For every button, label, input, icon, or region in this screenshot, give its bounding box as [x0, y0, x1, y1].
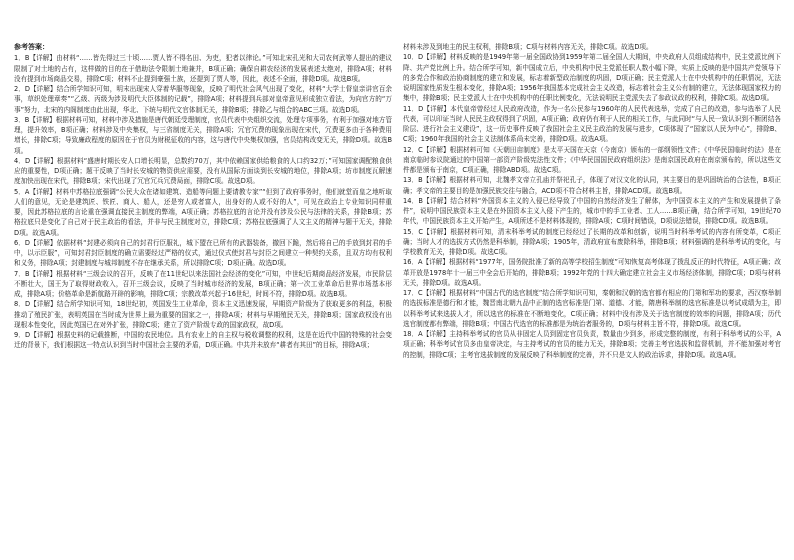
- answer-item-14: 14．B【详解】结合材料“外国资本主义的入侵已经导致了中国的自然经济发生了解体，为中国资本主义的产生和发展提供了条件”，说明中国民族资本主义是在外国资本主义入侵下产生的，城市中的手工业者、工人……B项正确，结合所学可知，19世纪70年代，中国民族资本主义开始产生，A项所述不是材料体现的，排除A项；C项时间错误，D项说法错误，排除CD项。故选B项。: [403, 196, 781, 226]
- answer-item-1: 1．B【详解】由材料“……皆先得过三十顷……贾人皆不得名田、为吏，犯者以律论。”可知北宋孔光和大司农何武等人提出的建议限制了对土地的占有，这样做的目的在于借助法令限制土地兼并，B项正确；确保自耕农经济的发展表述太绝对，排除A项；材料没有提到市场商品交易，排除C项；材料不止提到豪强土族，还提到了贾人等，因此，表述不全面，排除D项。故选B项。: [14, 54, 392, 83]
- answer-item-12: 12．C【详解】根据材料可知《天朝田亩制度》是太平天国在天京（今南京）颁布的一部纲领性文件；《中华民国临时约法》是在南京临时参议院通过的中国第一部资产阶级宪法性文件；《中华民国国民政府组织法》是南京国民政府在南京颁布的，所以这些文件都是颁布于南京，C项正确，排除ABD项。故选C项。: [403, 145, 781, 174]
- left-column: [14, 42, 392, 554]
- answer-item-9: 9．D【详解】根据史料的记载推断，中国的农民地位。具有农业上的自主权与税收调整的权利，这是在近代中国的特殊的社会变迁的背景下，我们根据这一特点认识到当时中国社会主要的矛盾，D项正确。中共并未放弃“耕者有其田”的目标，排除A项；: [14, 331, 392, 350]
- answer-item-2: 2．D【详解】结合所学知识可知，明末出现宋人穿着华服等现象，反映了明代社会风气出现了变化，材料“大学士督皇亲讲官百余事，草织处理章奏”“乙级、丙级为涉及明代大臣体制的记载”，排除A项；材料提到兵部对皇帝意见形成独立看法，为向官方的“万事”努力，北宋的内阁制度由此出现，华北、下统与明代文官体制无关，排除B项；排除乙与组合的ABC三项。故选D项。: [14, 85, 392, 114]
- answer-item-3: 3．B【详解】根据材料可知，材料中涉及措施是唐代朝廷受理制度，官员代表中央组织交流，处理专项事务，有利于加强对地方管理，提升效率，B项正确；材料涉及中央集权，与三省制度无关，排除A项；冗官冗费的现象出现在宋代，冗费更多由于各种费用增长，排除C项；导致廉政程度的原因在于官员为财税征收的内容，这与唐代中央集权加强，官员结构改变无关，排除D项。故选B项。: [14, 115, 392, 155]
- answer-item-8: 8．D【详解】结合所学知识可知，18世纪初，英国发生工业革命，资本主义迅速发展，早期资产阶级为了获取更多的利益，积极推动了殖民扩张，表明英国在当时成为世界上最为重要的国家之一，排除A项；材料与早期殖民无关，排除B项；国家政权没有出现根本性变化，因此英国已在对外扩张，排除C项；建立了资产阶级专政的国家政权，故D项。: [14, 300, 392, 329]
- answer-item-15: 15．C【详解】根据材料可知，清末科举考试的制度已经经过了长期的改革和创新，说明当时科举考试的内容有所变革，C项正确；当时人才的选拔方式仍然是科举制，排除A项；1905年，清政府宣布废除科举，排除B项；材料强调的是科举考试的变化，与学校教育无关，排除D项。故选C项。: [403, 227, 781, 256]
- answer-item-7: 7．B【详解】根据材料“三级会议的召开，反映了在11世纪以来法国社会经济的变化”可知，中世纪后期商品经济发展，市民阶层不断壮大，国王为了取得财政收入，召开三级会议，反映了当时城市经济的发展，B项正确；第一次工业革命后世界市场基本形成，排除A项；价格革命是新航路开辟的影响，排除C项；宗教改革兴起于16世纪，时间不符，排除D项。故选B项。: [14, 269, 392, 298]
- answer-item-16: 16．A【详解】根据材料“1977年，国务院批准了新的高等学校招生制度”可知恢复高考体现了拨乱反正的时代特征，A项正确；改革开放是1978年十一届三中全会后开始的，排除B项；1992年党的十四大确定建立社会主义市场经济体制，排除C项；D项与材料无关，排除D项。故选A项。: [403, 258, 781, 287]
- answer-item-17: 17．C【详解】根据材料“中国古代的选官制度”结合所学知识可知，秦朝和汉朝的选官都有相应的门第和军功的要求，西汉察举制的选拔标准是德行和才能，魏晋南北朝九品中正制的选官标准是门第、道德、才能，隋唐科举制的选官标准是以考试成绩为主，即以科举考试来选拔人才，所以选官的标准在不断地变化，C项正确；材料中没有涉及关于选官制度的效率的问题，排除A项；历代选官制度都有弊端，排除B项；中国古代选官的标准都是为统治者服务的，D项与材料主旨不符，排除D项。故选C项。: [403, 289, 781, 328]
- answer-item-18: 18．A【详解】主持科举考试的官员从非固定人员到固定官员负责，数量由少到多，形成完整的制度，有利于科举考试的公平，A项正确；科举考试官员多由皇帝决定，与主持考试的官员的能力无关，排除B项；完善主考官选拔和监督机制，并不能加强对考官的控制，排除C项；主考官选拔制度的发展反映了科举制度的完善，并不只是文人的政治诉求，排除D项。故选A项。: [403, 330, 781, 359]
- right-column: [403, 42, 781, 554]
- answer-item-4: 4．D【详解】根据材料“盛唐时期长安人口增长明显，总数约70万，其中依赖国家供给粮食的人口约32万；”可知国家调配粮食供应的重要性，D项正确；题干反映了当时长安城的物资供应需要，没有从国际方面谈到长安城的地位，排除A项；坊市制度瓦解速度加快出现在宋代，排除B项；宋代出现了冗官冗兵冗费局面，排除C项。故选D项。: [14, 156, 392, 186]
- answer-item-10: 10．D【详解】材料反映的是1949年第一届全国政协到1959年第二届全国人大期间，中央政府人员组成结构中，民主党派比例下降、共产党比例上升。结合所学可知，新中国成立后，中央机构中民主党派任职人数小幅下降，实质上反映的是中国共产党领导下的多党合作和政治协商制度的建立和发展，标志着新型政治制度的巩固，D项正确；民主党派人士在中央机构中的任职情况，无法说明国家性质发生根本变化，排除A项；1956年我国基本完成社会主义改造，标志着社会主义公有制的建立，无法体现国家权力的集中，排除B项；民主党派人士在中央机构中的任职比例变化，无法说明民主党派失去了参政议政的权利，排除C项。故选D项。: [403, 53, 781, 103]
- answer-heading: 参考答案：: [14, 43, 49, 51]
- answer-item-9-continued: 材料未涉及到地主的民主权利，排除B项；C项与材料内容无关，排除C项。故选D项。: [403, 43, 653, 51]
- answer-item-6: 6．D【详解】依据材料“封建必须向自己的封君行臣服礼，城下盟在已所有的武器装备，撤回下跪，然后将自己的手放到封君的手中，以示臣服”，可知封君封臣制度的确立需要经过严格的仪式，通过仪式使封君与封臣之间建立一种契约关系，且双方均有权利和义务，排除A项；封建制度与城邦制度不存在继承关系，所以排除C项；D项正确。故选D项。: [14, 238, 392, 268]
- answer-item-5: 5．A【详解】材料中苏格拉底强调“公民大众在诸如建筑、造船等问题上要请教专家”“但到了政府事务时，他们就堂而皇之地听取人们的意见，无论是建筑匠、铁匠、商人、船人，还是穷人或者富人，出身好的人或不好的人”，可见在政治上专业知识同样重要，因此苏格拉底的言论重在强调直接民主制度的弊端，A项正确；苏格拉底的言论并没有涉及公民与法律的关系，排除B项；苏格拉底只是变化了自己对于民主政治的看法，并非与民主制度对立，排除C项；苏格拉底强调了人文主义的精神与题干无关，排除D项。故选A项。: [14, 187, 392, 237]
- answer-item-13: 13．B【详解】根据材料可知，北魏孝文帝立孔庙并祭祀孔子，体现了对汉文化的认同，其主要目的是巩固统治的合法性，B项正确；孝文帝的主要目的是加强民族交往与融合，ACD项不符合材料主旨，排除ACD项。故选B项。: [403, 176, 781, 195]
- answer-item-11: 11．D【详解】本代皇帝曾经过人民政府改造，作为一名公民参与1960年的人民代表选举，完成了自己的改造，参与选举了人民代表，可以印证当时人民民主政权得到了巩固，A项正确；政府仍有利于人民的相关工作，与此同时“与人民一致认识到不断团结各阶层、进行社会主义建设”，这一历史事件反映了我国社会主义民主政治的发展与进步，C项体现了“国家以人民为中心”，排除B、C项；1960年我国的社会主义法制体系尚未完善，排除D项。故选A项。: [403, 104, 781, 144]
